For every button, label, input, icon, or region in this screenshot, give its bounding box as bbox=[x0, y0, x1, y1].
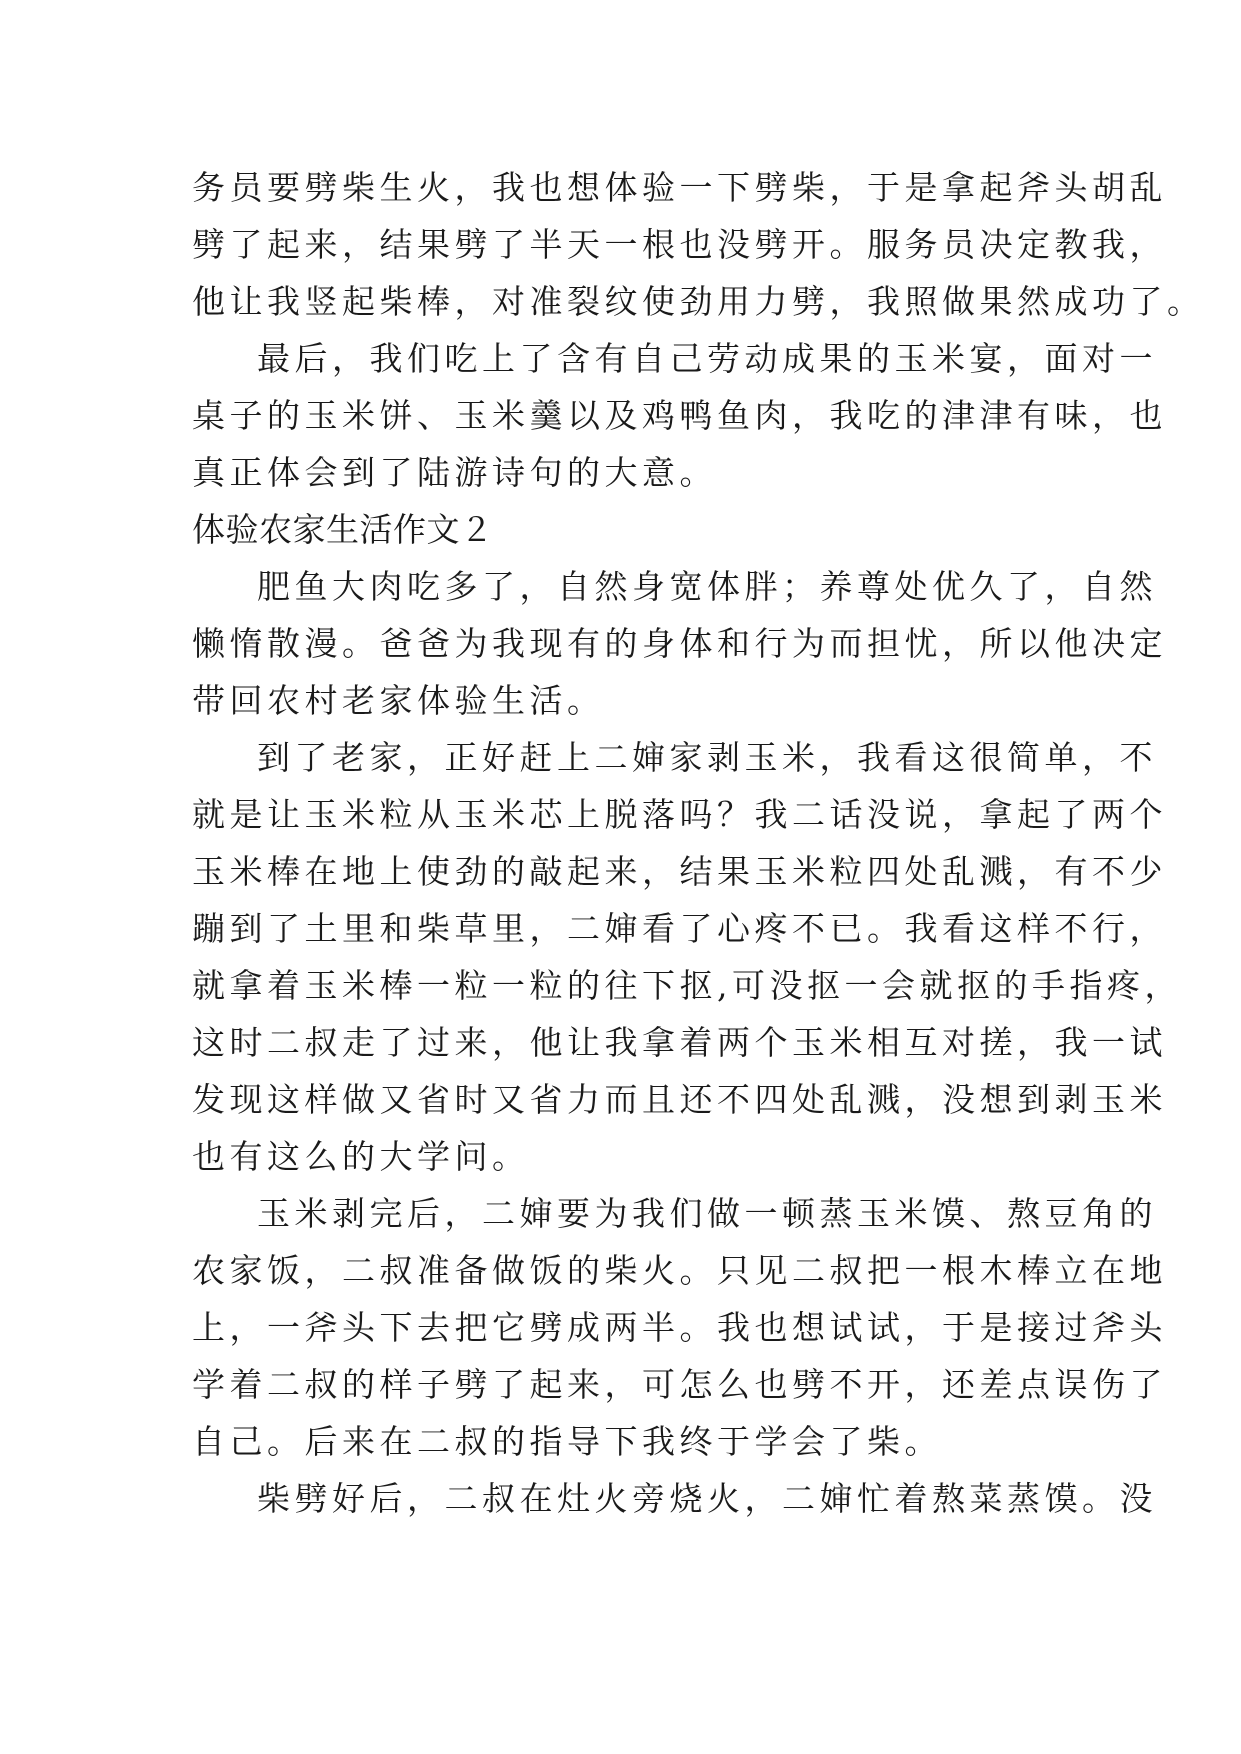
paragraph-line: 到了老家，正好赶上二婶家剥玉米，我看这很简单，不 bbox=[257, 738, 1157, 777]
paragraph-line: 玉米棒在地上使劲的敲起来，结果玉米粒四处乱溅，有不少 bbox=[192, 852, 1167, 891]
paragraph-line: 劈了起来，结果劈了半天一根也没劈开。服务员决定教我， bbox=[192, 225, 1167, 264]
paragraph-line: 他让我竖起柴棒，对准裂纹使劲用力劈，我照做果然成功了。 bbox=[192, 282, 1205, 321]
paragraph-line: 玉米剥完后，二婶要为我们做一顿蒸玉米馍、熬豆角的 bbox=[257, 1194, 1157, 1233]
paragraph-line: 就拿着玉米棒一粒一粒的往下抠,可没抠一会就抠的手指疼， bbox=[192, 966, 1182, 1005]
paragraph-line: 也有这么的大学问。 bbox=[192, 1137, 530, 1176]
paragraph-line: 就是让玉米粒从玉米芯上脱落吗？我二话没说，拿起了两个 bbox=[192, 795, 1167, 834]
paragraph-line: 蹦到了土里和柴草里，二婶看了心疼不已。我看这样不行， bbox=[192, 909, 1167, 948]
paragraph-line: 带回农村老家体验生活。 bbox=[192, 681, 605, 720]
paragraph-line: 懒惰散漫。爸爸为我现有的身体和行为而担忧，所以他决定 bbox=[192, 624, 1167, 663]
paragraph-line: 桌子的玉米饼、玉米羹以及鸡鸭鱼肉，我吃的津津有味，也 bbox=[192, 396, 1167, 435]
paragraph-line: 务员要劈柴生火，我也想体验一下劈柴，于是拿起斧头胡乱 bbox=[192, 168, 1167, 207]
paragraph-line: 这时二叔走了过来，他让我拿着两个玉米相互对搓，我一试 bbox=[192, 1023, 1167, 1062]
paragraph-line: 肥鱼大肉吃多了，自然身宽体胖；养尊处优久了，自然 bbox=[257, 567, 1157, 606]
paragraph-line: 真正体会到了陆游诗句的大意。 bbox=[192, 453, 717, 492]
paragraph-line: 自己。后来在二叔的指导下我终于学会了柴。 bbox=[192, 1422, 942, 1461]
section-heading: 体验农家生活作文２ bbox=[192, 510, 494, 549]
paragraph-line: 学着二叔的样子劈了起来，可怎么也劈不开，还差点误伤了 bbox=[192, 1365, 1167, 1404]
paragraph-line: 最后，我们吃上了含有自己劳动成果的玉米宴，面对一 bbox=[257, 339, 1157, 378]
paragraph-line: 上，一斧头下去把它劈成两半。我也想试试，于是接过斧头 bbox=[192, 1308, 1167, 1347]
paragraph-line: 发现这样做又省时又省力而且还不四处乱溅，没想到剥玉米 bbox=[192, 1080, 1167, 1119]
paragraph-line: 柴劈好后，二叔在灶火旁烧火，二婶忙着熬菜蒸馍。没 bbox=[257, 1479, 1157, 1518]
paragraph-line: 农家饭，二叔准备做饭的柴火。只见二叔把一根木棒立在地 bbox=[192, 1251, 1167, 1290]
